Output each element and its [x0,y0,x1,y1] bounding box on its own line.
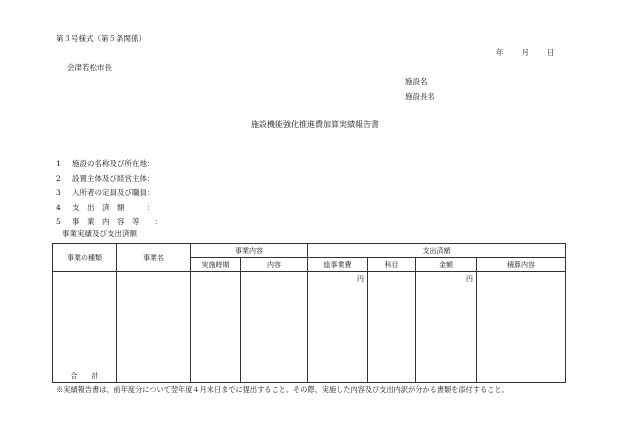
item-number: 5 [56,217,61,226]
list-item [56,160,222,175]
header-calculation: 積算内容 [477,258,566,272]
date-line [496,49,555,57]
total-calculation [477,370,566,383]
form-number: 第３号様式（第５条関係） [56,34,146,43]
cell-content[interactable] [241,272,308,371]
item-label: 入所者の定員及び職員： [72,188,155,197]
header-content: 内容 [241,258,308,272]
table-header-row [53,244,566,258]
header-expenditure: 支出済額 [308,244,566,258]
date-month: 月 [521,48,529,57]
cell-period[interactable] [191,272,241,371]
item-number: 4 [56,202,61,212]
list-item [56,204,222,219]
header-account: 科目 [368,258,416,272]
cell-amount[interactable] [416,272,477,371]
item-number: 3 [56,188,61,197]
cell-total-cost[interactable] [308,272,368,371]
item-label: 支 出 済 額 ： [72,202,155,212]
cell-calculation[interactable] [477,272,566,371]
header-period: 実施時期 [191,258,241,272]
item-list [56,160,222,233]
date-year: 年 [496,48,504,57]
item-number: 1 [56,159,61,168]
total-label: 合 計 [53,370,117,383]
total-account [368,370,416,383]
addressee: 会津若松市長 [67,63,112,72]
document-title: 施設機能強化推進費加算実績報告書 [251,120,379,129]
footnote: ※実績報告書は、前年度分について翌年度４月末日までに提出すること。その際、実施した内容及び支出内訳が分かる書類を添付すること。 [56,385,509,394]
table-caption: 事業実績及び支出済額 [62,229,137,238]
cell-account[interactable] [368,272,416,371]
total-total-cost[interactable] [308,370,368,383]
yen-unit: 円 [466,275,473,283]
item-label: 施設の名称及び所在地： [72,159,155,168]
facility-name-label: 施設名 [405,77,428,86]
header-project-content: 事業内容 [191,244,308,258]
header-total-cost: 総事業費 [308,258,368,272]
header-project-type: 事業の種類 [53,244,117,272]
total-content [241,370,308,383]
total-amount[interactable] [416,370,477,383]
table-total-row [53,370,566,383]
report-table [52,243,566,383]
item-label: 設置主体及び経営主体： [72,173,155,183]
cell-project-name[interactable] [117,272,191,371]
item-label: 事 業 内 容 等 ： [72,217,162,226]
table-body-row [53,272,566,371]
list-item [56,175,222,190]
facility-head-label: 施設長名 [405,92,435,101]
header-project-name: 事業名 [117,244,191,272]
date-day: 日 [547,48,555,57]
total-spacer [117,370,191,383]
yen-unit: 円 [357,275,364,283]
list-item [56,189,222,204]
total-period [191,370,241,383]
header-amount: 金額 [416,258,477,272]
item-number: 2 [56,173,61,183]
cell-project-type[interactable] [53,272,117,371]
